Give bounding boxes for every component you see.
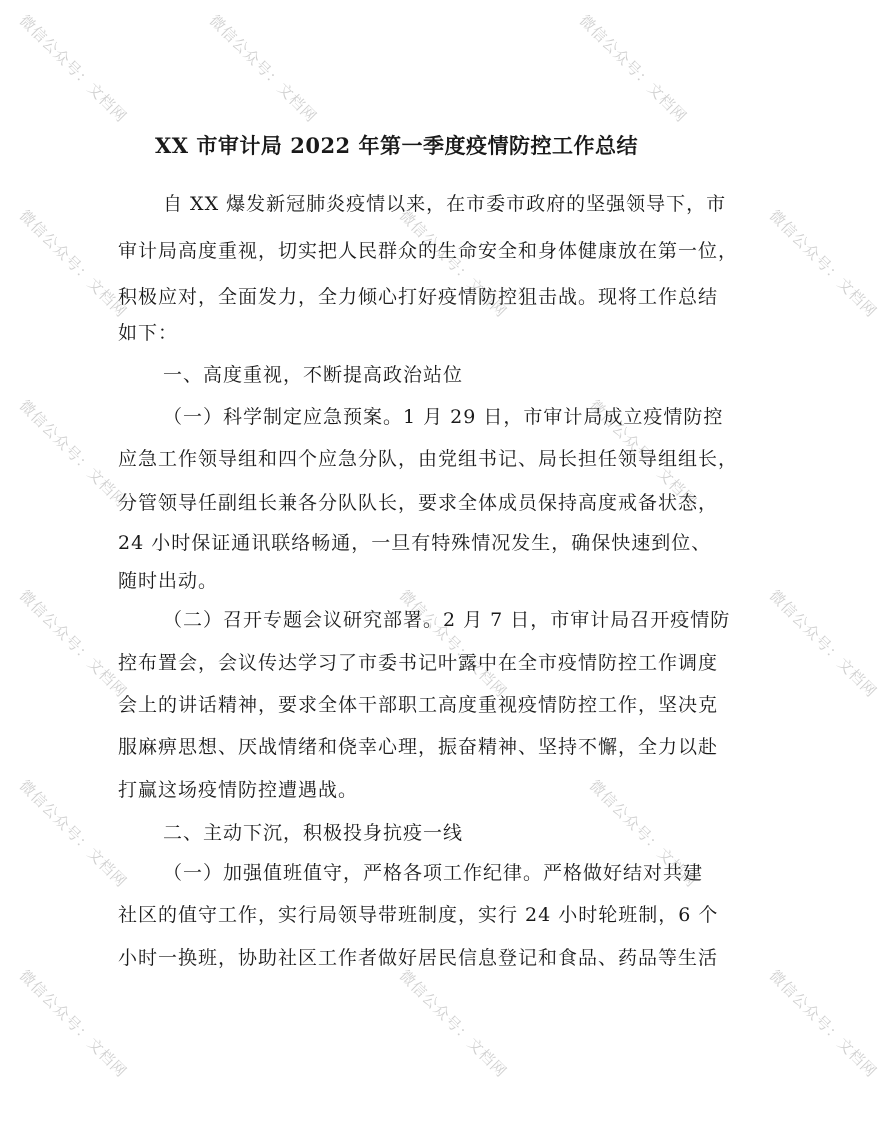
body-line: 审计局高度重视，切实把人民群众的生命安全和身体健康放在第一位， bbox=[118, 240, 739, 262]
body-line: 控布置会，会议传达学习了市委书记叶露中在全市疫情防控工作调度 bbox=[118, 652, 719, 674]
body-line: 打赢这场疫情防控遭遇战。 bbox=[118, 779, 359, 801]
body-line: 服麻痹思想、厌战情绪和侥幸心理，振奋精神、坚持不懈，全力以赴 bbox=[118, 736, 719, 758]
watermark: 微信公众号：文档网 bbox=[585, 776, 701, 891]
body-line: 会上的讲话精神，要求全体干部职工高度重视疫情防控工作，坚决克 bbox=[118, 694, 719, 716]
watermark: 微信公众号：文档网 bbox=[395, 206, 511, 321]
watermark: 微信公众号：文档网 bbox=[395, 966, 511, 1081]
body-line: 24 小时保证通讯联络畅通，一旦有特殊情况发生，确保快速到位、 bbox=[118, 532, 712, 554]
section-heading: 二、主动下沉，积极投身抗疫一线 bbox=[163, 822, 464, 844]
body-line: 如下： bbox=[118, 322, 179, 344]
watermark: 微信公众号：文档网 bbox=[575, 11, 691, 126]
body-line: 小时一换班，协助社区工作者做好居民信息登记和食品、药品等生活 bbox=[118, 947, 719, 969]
watermark: 微信公众号：文档网 bbox=[765, 966, 881, 1081]
watermark: 微信公众号：文档网 bbox=[15, 776, 131, 891]
body-line: 自 XX 爆发新冠肺炎疫情以来，在市委市政府的坚强领导下，市 bbox=[163, 193, 727, 215]
watermark: 微信公众号：文档网 bbox=[15, 586, 131, 701]
watermark: 微信公众号：文档网 bbox=[765, 586, 881, 701]
watermark: 微信公众号：文档网 bbox=[585, 396, 701, 511]
document-title: XX 市审计局 2022 年第一季度疫情防控工作总结 bbox=[155, 133, 638, 158]
body-line: （二）召开专题会议研究部署。2 月 7 日，市审计局召开疫情防 bbox=[163, 609, 731, 631]
body-line: 分管领导任副组长兼各分队队长，要求全体成员保持高度戒备状态， bbox=[118, 492, 719, 514]
watermark: 微信公众号：文档网 bbox=[395, 586, 511, 701]
section-heading: 一、高度重视，不断提高政治站位 bbox=[163, 364, 464, 386]
body-line: （一）加强值班值守，严格各项工作纪律。严格做好结对共建 bbox=[163, 862, 704, 884]
watermark: 微信公众号：文档网 bbox=[765, 206, 881, 321]
body-line: 社区的值守工作，实行局领导带班制度，实行 24 小时轮班制，6 个 bbox=[118, 904, 719, 926]
watermark: 微信公众号：文档网 bbox=[205, 11, 321, 126]
watermark: 微信公众号：文档网 bbox=[15, 396, 131, 511]
body-line: 积极应对，全面发力，全力倾心打好疫情防控狙击战。现将工作总结 bbox=[118, 286, 719, 308]
body-line: （一）科学制定应急预案。1 月 29 日，市审计局成立疫情防控 bbox=[163, 406, 724, 428]
body-line: 应急工作领导组和四个应急分队，由党组书记、局长担任领导组组长， bbox=[118, 448, 739, 470]
watermark: 微信公众号：文档网 bbox=[15, 11, 131, 126]
watermark: 微信公众号：文档网 bbox=[15, 966, 131, 1081]
watermark: 微信公众号：文档网 bbox=[15, 206, 131, 321]
body-line: 随时出动。 bbox=[118, 570, 219, 592]
